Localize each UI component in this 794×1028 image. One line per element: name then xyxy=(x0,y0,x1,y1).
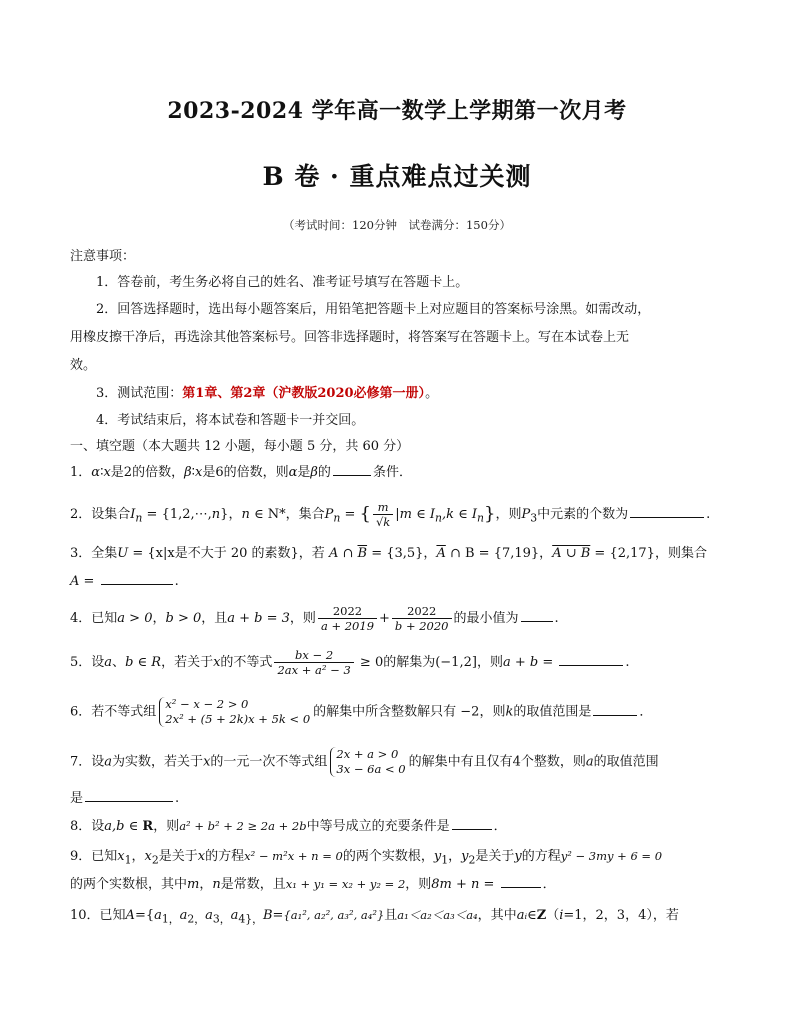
q2-part: ,k ∈ I xyxy=(441,507,478,522)
q10-part: （ xyxy=(546,908,560,923)
q9-part: 是关于 xyxy=(475,849,515,864)
q2-fraction xyxy=(373,500,393,529)
q7-part: a xyxy=(585,754,594,770)
answer-blank[interactable] xyxy=(501,886,541,888)
question-3-line-1 xyxy=(70,543,707,565)
q7-part: 的解集中有且仅有4个整数，则 xyxy=(408,754,586,770)
q5-part: a xyxy=(104,655,113,670)
q4-frac1-num: 2022 xyxy=(318,604,377,619)
q9-part: ， xyxy=(448,849,462,864)
q1-part: 1． xyxy=(70,465,92,480)
q3-part: . xyxy=(174,574,179,589)
q2-part: n xyxy=(241,507,250,522)
exam-title: 2023-2024 学年高一数学上学期第一次月考 xyxy=(167,98,627,124)
notice-item-3-prefix: 3．测试范围： xyxy=(96,386,183,401)
q8-part: 中等号成立的充要条件是 xyxy=(306,819,450,834)
q2-part: 中元素的个数为 xyxy=(537,507,629,522)
q9-part: m xyxy=(187,877,200,892)
q9-part: 是关于 xyxy=(158,849,198,864)
q2-part: I xyxy=(130,507,136,522)
q9-part: 2 xyxy=(468,853,476,867)
q7-inequality-2: 3x − 6a < 0 xyxy=(336,762,406,776)
q10-part: a xyxy=(205,908,213,923)
q10-part: =1，2，3，4），若 xyxy=(563,908,679,923)
q2-frac-den: √k xyxy=(375,515,391,529)
q10-part: ={ xyxy=(134,908,155,923)
q4-part: + xyxy=(379,611,390,626)
q4-part: ，则 xyxy=(289,611,316,626)
q10-part: Z xyxy=(536,908,547,923)
q7-part: 的取值范围 xyxy=(593,754,659,770)
question-10 xyxy=(70,904,680,931)
q1-part: 条件． xyxy=(372,465,412,480)
q9-part: y xyxy=(433,849,442,864)
q1-part: β xyxy=(310,465,318,480)
q5-frac-den: 2ax + a² − 3 xyxy=(277,663,351,677)
q2-part: |m ∈ I xyxy=(395,507,435,522)
notice-item-2-line-1: 2．回答选择题时，选出每小题答案后，用铅笔把答题卡上对应题目的答案标号涂黑。如需改动， xyxy=(96,302,651,317)
q6-inequality-system xyxy=(159,697,310,727)
q2-part: ∈ N* xyxy=(249,507,286,522)
q2-part: 2．设集合 xyxy=(70,507,131,522)
q1-part: 的 xyxy=(317,465,331,480)
q10-part: 且 xyxy=(384,908,398,923)
answer-blank[interactable] xyxy=(452,828,492,830)
q9-part: x xyxy=(197,849,206,864)
q7-inequality-1: 2x + a > 0 xyxy=(336,747,399,761)
q9-part: y² − 3my + 6 = 0 xyxy=(560,849,663,863)
q9-part: 8m + n xyxy=(431,877,480,892)
q10-part: 10．已知 xyxy=(70,908,126,923)
q5-part: (−1,2] xyxy=(435,655,477,670)
q7-part: a xyxy=(104,754,113,770)
q2-part: n xyxy=(211,507,221,522)
q10-part: a₁＜a₂＜a₃＜a₄ xyxy=(397,908,478,922)
q10-part: = xyxy=(272,908,284,923)
q1-part: α xyxy=(91,465,101,480)
q9-part: x xyxy=(117,849,125,864)
q3-part: ∩ xyxy=(338,546,358,561)
q2-part: n xyxy=(333,511,341,525)
q3-part: A xyxy=(328,546,339,561)
q10-part: a xyxy=(179,908,188,923)
q6-part: 的取值范围是 xyxy=(513,704,592,720)
q4-fraction-1 xyxy=(318,604,377,633)
q1-part: 是2的倍数， xyxy=(110,465,185,480)
q3-part: A ∪ B xyxy=(552,546,591,561)
q3-part: = {x|x是不大于 20 的素数}，若 xyxy=(128,546,329,561)
question-5 xyxy=(70,648,680,677)
answer-blank[interactable] xyxy=(85,800,173,802)
q7-part: 的一元一次不等式组 xyxy=(210,754,328,770)
question-4 xyxy=(70,604,680,633)
q10-part: aᵢ∈ xyxy=(516,908,537,923)
q2-part: ，集合 xyxy=(285,507,325,522)
q10-part: {a₁², a₂², a₃², a₄²} xyxy=(283,908,385,922)
question-7-line-1 xyxy=(70,747,680,777)
q9-part: 1 xyxy=(124,853,132,867)
exam-subtitle: B 卷 · 重点难点过关测 xyxy=(262,162,532,191)
q6-part: 6．若不等式组 xyxy=(70,704,157,720)
q9-part: 1 xyxy=(441,853,449,867)
q3-part: = {3,5}， xyxy=(367,546,437,561)
q2-part: ， xyxy=(228,507,242,522)
q9-part: 的两个实数根， xyxy=(342,849,434,864)
q2-part: n xyxy=(435,511,442,525)
q9-part: ． xyxy=(542,877,556,892)
answer-blank[interactable] xyxy=(333,474,371,476)
q1-part: 是6的倍数，则 xyxy=(202,465,289,480)
q3-part: $\overline{A}$ xyxy=(436,546,446,561)
q5-part: a + b xyxy=(502,655,539,670)
q3-part: 3．全集 xyxy=(70,546,118,561)
q9-part: ，则 xyxy=(405,877,432,892)
q9-part: x xyxy=(144,849,152,864)
q6-part: 的解集中所含整数解只有 −2，则 xyxy=(313,704,506,720)
answer-blank[interactable] xyxy=(630,516,704,518)
q8-part: a² + b² + 2 ≥ 2a + 2b xyxy=(179,819,307,833)
q8-part: a,b ∈ xyxy=(104,819,143,834)
q9-part: n xyxy=(212,877,221,892)
q1-part: ∶ xyxy=(191,465,195,480)
q4-part: 的最小值为 xyxy=(453,611,519,626)
q3-part: U xyxy=(117,546,129,561)
notice-item-1: 1．答卷前，考生务必将自己的姓名、准考证号填写在答题卡上。 xyxy=(96,275,469,290)
q4-frac2-num: 2022 xyxy=(392,604,452,619)
q1-part: x xyxy=(194,465,203,480)
q7-part: 7．设 xyxy=(70,754,105,770)
q2-part: = xyxy=(340,507,360,522)
q5-part: 5．设 xyxy=(70,655,105,670)
notice-item-2-line-2: 用橡皮擦干净后，再选涂其他答案标号。回答非选择题时，将答案写在答题卡上。写在本试卷上无 xyxy=(70,330,630,345)
notice-item-2-line-3: 效。 xyxy=(70,358,97,373)
q5-part: ，若关于 xyxy=(161,655,214,670)
q1-part: 是 xyxy=(297,465,311,480)
q4-part: a + b = 3 xyxy=(227,611,290,626)
question-9-line-1 xyxy=(70,845,680,872)
q9-part: 是常数，且 xyxy=(220,877,286,892)
q1-part: α xyxy=(288,465,298,480)
exam-info: （考试时间：120分钟 试卷满分：150分） xyxy=(283,218,511,232)
q5-frac-num: bx − 2 xyxy=(274,648,353,663)
answer-blank[interactable] xyxy=(521,620,553,622)
q2-part: = {1,2,⋯, xyxy=(142,507,212,522)
q7-part: 为实数，若关于 xyxy=(112,754,204,770)
notice-item-3 xyxy=(70,380,670,408)
section-title: 一、填空题（本大题共 12 小题，每小题 5 分，共 60 分） xyxy=(70,439,410,454)
q8-part: 8．设 xyxy=(70,819,105,834)
q4-part: b > 0 xyxy=(165,611,202,626)
q9-part: y xyxy=(461,849,469,864)
q7-part: . xyxy=(175,791,180,806)
q9-part: 的方程 xyxy=(205,849,245,864)
q5-part: = xyxy=(538,655,558,670)
notice-item-4: 4．考试结束后，将本试卷和答题卡一并交回。 xyxy=(96,413,365,428)
q1-part: β xyxy=(184,465,192,480)
q8-part: ，则 xyxy=(153,819,180,834)
answer-blank[interactable] xyxy=(559,664,623,666)
q9-part: 的方程 xyxy=(521,849,561,864)
q2-part: P xyxy=(521,507,531,522)
q5-part: 、 xyxy=(112,655,126,670)
q5-fraction xyxy=(274,648,353,677)
q9-part: x₁ + y₁ = x₂ + y₂ = 2 xyxy=(285,877,406,891)
question-3-line-2 xyxy=(70,571,680,593)
q8-part: R xyxy=(142,819,154,834)
q9-part: 9．已知 xyxy=(70,849,118,864)
q2-frac-num: m xyxy=(373,500,393,515)
notice-item-3-range: 第1章、第2章（沪教版2020必修第一册） xyxy=(182,386,426,401)
q6-part: ． xyxy=(639,704,653,720)
q10-part: a xyxy=(154,908,162,923)
q2-part: n xyxy=(135,511,143,525)
q7-part: 是 xyxy=(70,791,84,806)
q9-part: = xyxy=(479,877,499,892)
q2-part: P xyxy=(324,507,334,522)
q5-part: x xyxy=(213,655,221,670)
q9-part: 的两个实数根，其中 xyxy=(70,877,188,892)
q3-part: $\overline{B}$ xyxy=(357,546,368,561)
q10-part: B xyxy=(262,908,273,923)
q4-part: ， xyxy=(152,611,166,626)
q2-part: } xyxy=(220,507,229,522)
q7-part: x xyxy=(203,754,211,770)
q4-part: 4．已知 xyxy=(70,611,118,626)
q1-part: x xyxy=(103,465,111,480)
q4-frac1-den: a + 2019 xyxy=(320,619,375,633)
q2-part: 3 xyxy=(530,511,538,525)
q10-part: 2， xyxy=(187,912,206,926)
question-7-line-2 xyxy=(70,788,680,810)
q5-part: 的不等式 xyxy=(220,655,273,670)
q3-part: = xyxy=(79,574,99,589)
q10-part: i xyxy=(559,908,564,923)
q6-inequality-1: x² − x − 2 > 0 xyxy=(165,697,249,711)
q2-part: . xyxy=(706,507,711,522)
q9-part: ， xyxy=(131,849,145,864)
q10-part: a xyxy=(230,908,239,923)
notice-heading: 注意事项： xyxy=(70,249,136,264)
q4-part: ，且 xyxy=(201,611,228,626)
q10-part: 3， xyxy=(212,912,231,926)
question-2: 2．设集合$I_n$ = {1,2,⋯,n}，n ∈ N*，集合$P_n$ = { $\frac{m}{√k}$ |m ∈ $I_n,k$ ∈ $I_n$}，则$P_3$中元素的个数为 . xyxy=(70,500,711,529)
q6-inequality-2: 2x² + (5 + 2k)x + 5k < 0 xyxy=(165,712,311,726)
q8-part: ． xyxy=(493,819,507,834)
q2-part: ，则 xyxy=(495,507,522,522)
q2-part: n xyxy=(477,511,485,525)
q9-part: x² − m²x + n = 0 xyxy=(244,849,343,863)
q4-part: a > 0 xyxy=(117,611,153,626)
notice-item-3-suffix: 。 xyxy=(425,386,439,401)
question-9-line-2 xyxy=(70,873,680,896)
q9-part: ， xyxy=(199,877,213,892)
q6-part: k xyxy=(505,704,514,720)
question-1 xyxy=(70,462,680,484)
q7-inequality-system xyxy=(330,747,405,777)
q5-part: ≥ 0的解集为 xyxy=(355,655,436,670)
answer-blank[interactable] xyxy=(593,714,637,716)
q10-part: 1， xyxy=(161,912,180,926)
question-6 xyxy=(70,697,680,727)
q10-part: A xyxy=(125,908,135,923)
q9-part: 2 xyxy=(151,853,159,867)
q1-part: ∶ xyxy=(100,465,104,480)
q4-fraction-2 xyxy=(392,604,452,633)
q5-part: ，则 xyxy=(476,655,503,670)
q4-part: . xyxy=(554,611,559,626)
q10-part: 4}， xyxy=(238,912,263,926)
q3-part: A xyxy=(70,574,80,589)
q9-part: y xyxy=(514,849,522,864)
q3-part: = {2,17}，则集合 xyxy=(590,546,707,561)
q4-frac2-den: b + 2020 xyxy=(394,619,449,633)
answer-blank[interactable] xyxy=(101,583,173,585)
q3-part: ∩ B = {7,19}， xyxy=(445,546,553,561)
q5-part: . xyxy=(625,655,630,670)
q5-part: b ∈ R xyxy=(125,655,162,670)
question-8 xyxy=(70,815,680,838)
q10-part: ，其中 xyxy=(477,908,517,923)
